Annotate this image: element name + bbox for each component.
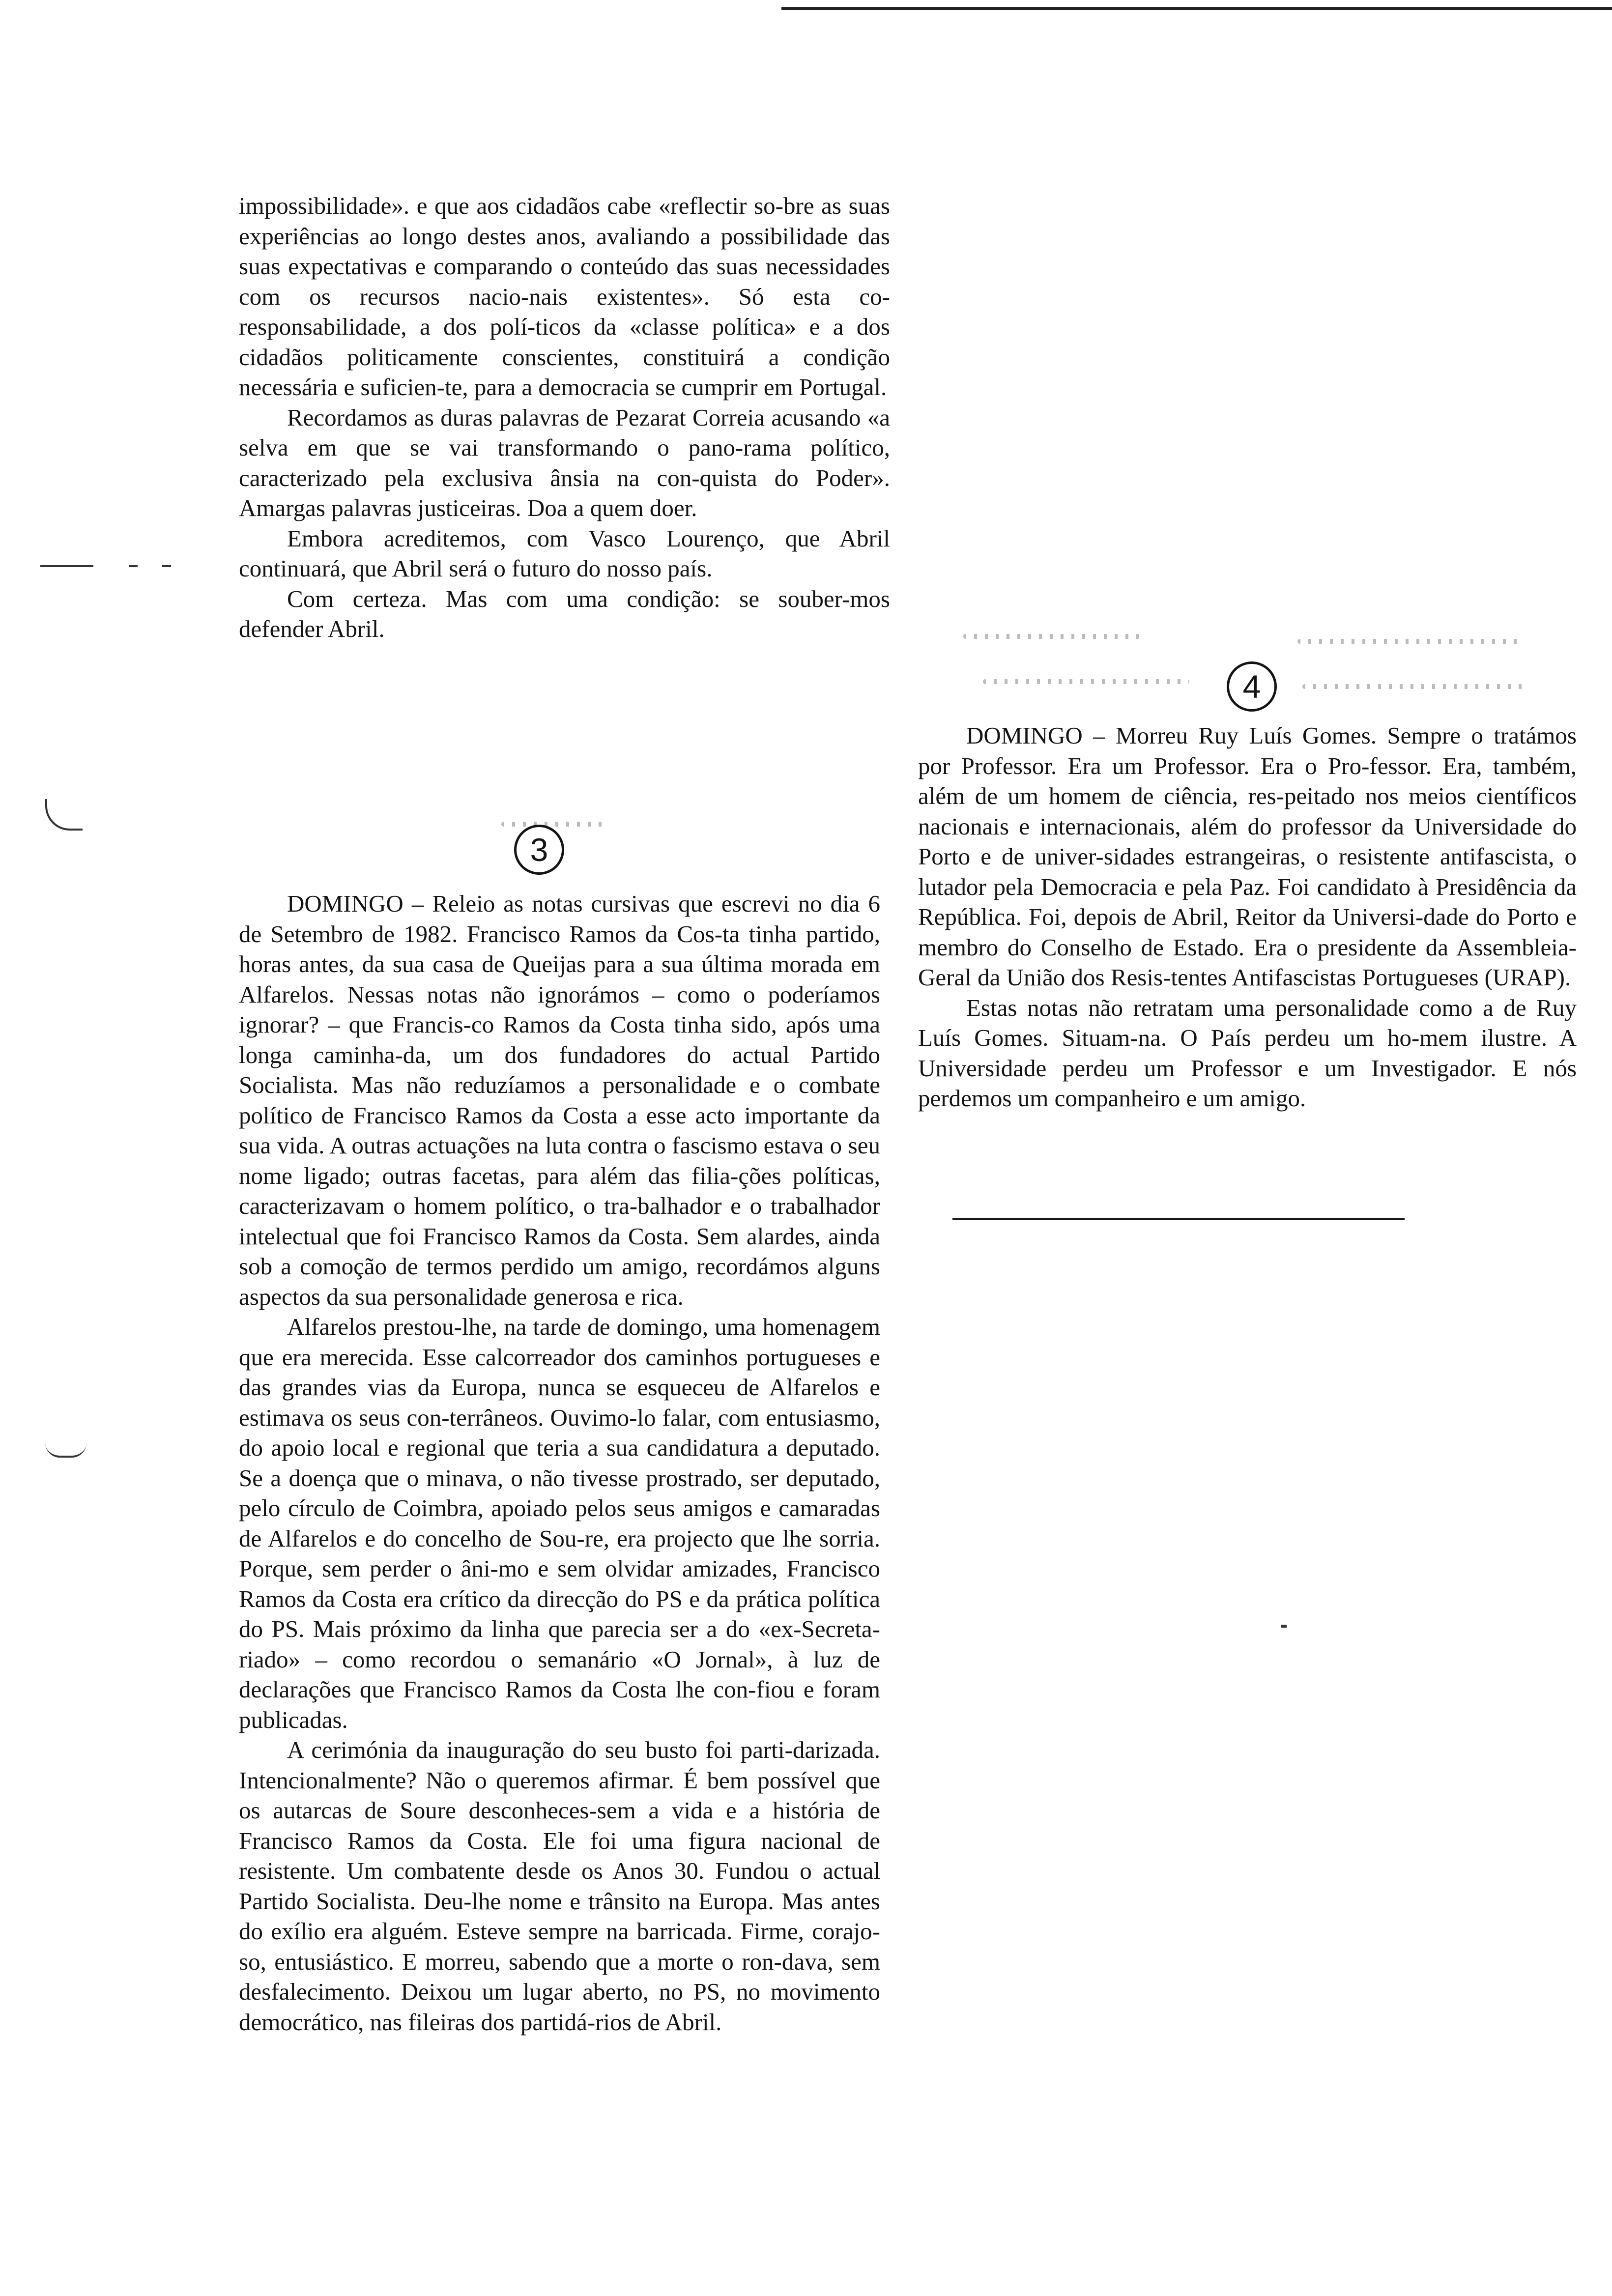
section-number-3: 3: [514, 825, 564, 875]
article-column-left-top: [239, 191, 890, 644]
margin-dash-mark: [162, 565, 171, 567]
scan-speckle: [1297, 639, 1524, 644]
article-end-rule: [952, 1218, 1405, 1220]
paragraph: Recordamos as duras palavras de Pezarat Correia acusando «a selva em que se vai transformando o pano-rama político, caracterizado pela exclusiva ânsia na con-quista do Poder». Amargas palavras justiceiras. Doa a quem doer.: [239, 403, 890, 521]
paragraph: Com certeza. Mas com uma condição: se souber-mos defender Abril.: [239, 585, 890, 642]
margin-dash-mark: [129, 565, 138, 567]
paragraph: Embora acreditemos, com Vasco Lourenço, que Abril continuará, que Abril será o futuro do nosso país.: [239, 524, 890, 582]
scan-speckle: [1281, 1625, 1287, 1628]
paragraph: impossibilidade». e que aos cidadãos cabe «reflectir so-bre as suas experiências ao longo destes anos, avaliando a possibilidade das suas expectativas e comparando o conteúdo das suas necessidades com os recursos nacio-nais existentes». Só esta co-responsabilidade, a dos polí-ticos da «classe política» e a dos cidadãos politicamente conscientes, constituirá a condição necessária e suficien-te, para a democracia se cumprir em Portugal.: [239, 192, 890, 401]
scan-speckle: [501, 822, 609, 827]
paragraph: DOMINGO – Releio as notas cursivas que escrevi no dia 6 de Setembro de 1982. Francisco Ramos da Cos-ta tinha partido, horas antes, da sua casa de Queijas para a sua última morada em Alfarelos. Nessas notas não ignorámos – como o poderíamos ignorar? – que Francis-co Ramos da Costa tinha sido, após uma longa caminha-da, um dos fundadores do actual Partido Socialista. Mas não reduzíamos a personalidade e o combate político de Francisco Ramos da Costa a esse acto importante da sua vida. A outras actuações na luta contra o fascismo estava o seu nome ligado; outras facetas, para além das filia-ções políticas, caracterizavam o homem político, o tra-balhador e o trabalhador intelectual que foi Francisco Ramos da Costa. Sem alardes, ainda sob a comoção de termos perdido um amigo, recordámos alguns aspectos da sua personalidade generosa e rica.: [239, 890, 880, 1310]
margin-hole-mark: [45, 799, 83, 831]
article-column-left-section-3: [239, 889, 880, 2037]
margin-hole-mark: [45, 1443, 86, 1458]
article-column-right-section-4: [918, 720, 1577, 1114]
scan-speckle: [963, 634, 1140, 639]
paragraph: A cerimónia da inauguração do seu busto foi parti-darizada. Intencionalmente? Não o queremos afirmar. É bem possível que os autarcas de Soure desconheces-sem a vida e a história de Francisco Ramos da Costa. Ele foi uma figura nacional de resistente. Um combatente desde os Anos 30. Fundou o actual Partido Socialista. Deu-lhe nome e trânsito na Europa. Mas antes do exílio era alguém. Esteve sempre na barricada. Firme, corajo-so, entusiástico. E morreu, sabendo que a morte o ron-dava, sem desfalecimento. Deixou um lugar aberto, no PS, no movimento democrático, nas fileiras dos partidá-rios de Abril.: [239, 1736, 880, 2036]
scan-speckle: [983, 679, 1189, 684]
paragraph: Estas notas não retratam uma personalidade como a de Ruy Luís Gomes. Situam-na. O País perdeu um ho-mem ilustre. A Universidade perdeu um Professor e um Investigador. E nós perdemos um companheiro e um amigo.: [918, 994, 1577, 1112]
scan-edge-line: [781, 7, 1612, 10]
paragraph: DOMINGO – Morreu Ruy Luís Gomes. Sempre o tratámos por Professor. Era um Professor. Era o Pro-fessor. Era, também, além de um homem de ciência, res-peitado nos meios científicos nacionais e internacionais, além do professor da Universidade do Porto e de univer-sidades estrangeiras, o resistente antifascista, o lutador pela Democracia e pela Paz. Foi candidato à Presidência da República. Foi, depois de Abril, Reitor da Universi-dade do Porto e membro do Conselho de Estado. Era o presidente da Assembleia-Geral da União dos Resis-tentes Antifascistas Portugueses (URAP).: [918, 722, 1577, 991]
paragraph: Alfarelos prestou-lhe, na tarde de domingo, uma homenagem que era merecida. Esse calcorreador dos caminhos portugueses e das grandes vias da Europa, nunca se esqueceu de Alfarelos e estimava os seus con-terrâneos. Ouvimo-lo falar, com entusiasmo, do apoio local e regional que teria a sua candidatura a deputado. Se a doença que o minava, o não tivesse prostrado, ser deputado, pelo círculo de Coimbra, apoiado pelos seus amigos e camaradas de Alfarelos e do concelho de Sou-re, era projecto que lhe sorria. Porque, sem perder o âni-mo e sem olvidar amizades, Francisco Ramos da Costa era crítico da direcção do PS e da prática política do PS. Mais próximo da linha que parecia ser a do «ex-Secreta-riado» – como recordou o semanário «O Jornal», à luz de declarações que Francisco Ramos da Costa lhe con-fiou e foram publicadas.: [239, 1313, 880, 1733]
section-number-4: 4: [1227, 661, 1277, 712]
scan-speckle: [1302, 684, 1524, 689]
margin-dash-mark: [40, 565, 93, 567]
